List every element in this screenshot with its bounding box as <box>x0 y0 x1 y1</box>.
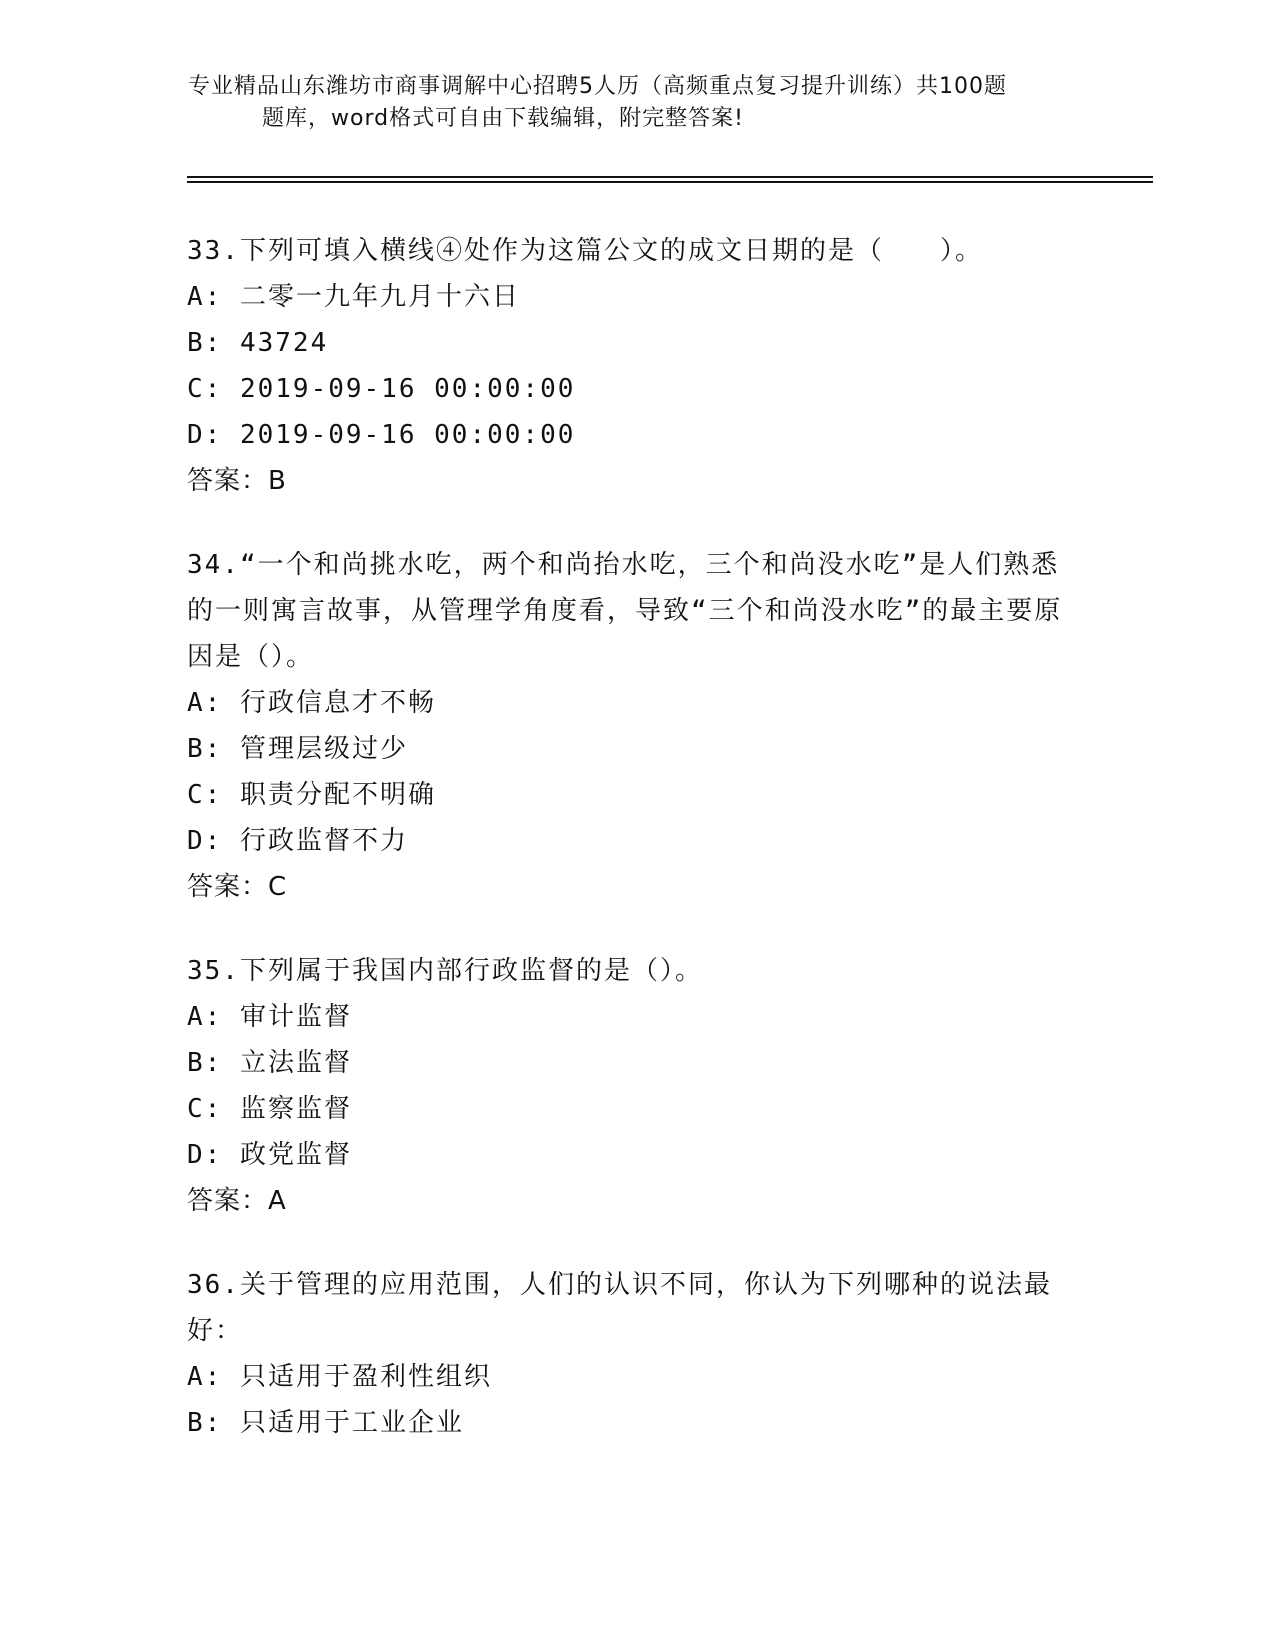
document-title-line1: 专业精品山东潍坊市商事调解中心招聘5人历（高频重点复习提升训练）共100题 <box>188 74 1007 99</box>
option-d: D: 行政监督不力 <box>187 826 408 856</box>
option-d: D: 2019-09-16 00:00:00 <box>187 420 576 450</box>
question-text: 34.“一个和尚挑水吃，两个和尚抬水吃，三个和尚没水吃”是人们熟悉的一则寓言故事，从管理学角度看，导致“三个和尚没水吃”的最主要原因是（）。 <box>187 550 1063 672</box>
question-33 <box>187 228 1087 504</box>
option-b: B: 43724 <box>187 328 329 358</box>
question-text: 36.关于管理的应用范围，人们的认识不同，你认为下列哪种的说法最好： <box>187 1270 1052 1346</box>
question-text: 35.下列属于我国内部行政监督的是（）。 <box>187 956 703 986</box>
header-divider <box>187 176 1153 178</box>
answer-label: 答案：B <box>187 466 287 496</box>
option-a: A: 行政信息才不畅 <box>187 688 436 718</box>
question-text: 33.下列可填入横线④处作为这篇公文的成文日期的是（ ）。 <box>187 236 983 266</box>
question-list <box>187 228 1087 1484</box>
answer-label: 答案：A <box>187 1186 287 1216</box>
document-title-line2: 题库，word格式可自由下载编辑，附完整答案! <box>262 106 744 131</box>
option-a: A: 只适用于盈利性组织 <box>187 1362 492 1392</box>
option-b: B: 只适用于工业企业 <box>187 1408 464 1438</box>
header-divider <box>187 181 1153 183</box>
option-d: D: 政党监督 <box>187 1140 352 1170</box>
option-a: A: 审计监督 <box>187 1002 352 1032</box>
option-b: B: 管理层级过少 <box>187 734 408 764</box>
answer-label: 答案：C <box>187 872 288 902</box>
option-c: C: 监察监督 <box>187 1094 352 1124</box>
option-a: A: 二零一九年九月十六日 <box>187 282 520 312</box>
question-34 <box>187 542 1087 910</box>
option-c: C: 2019-09-16 00:00:00 <box>187 374 576 404</box>
option-c: C: 职责分配不明确 <box>187 780 436 810</box>
option-b: B: 立法监督 <box>187 1048 352 1078</box>
question-35 <box>187 948 1087 1224</box>
question-36 <box>187 1262 1087 1446</box>
